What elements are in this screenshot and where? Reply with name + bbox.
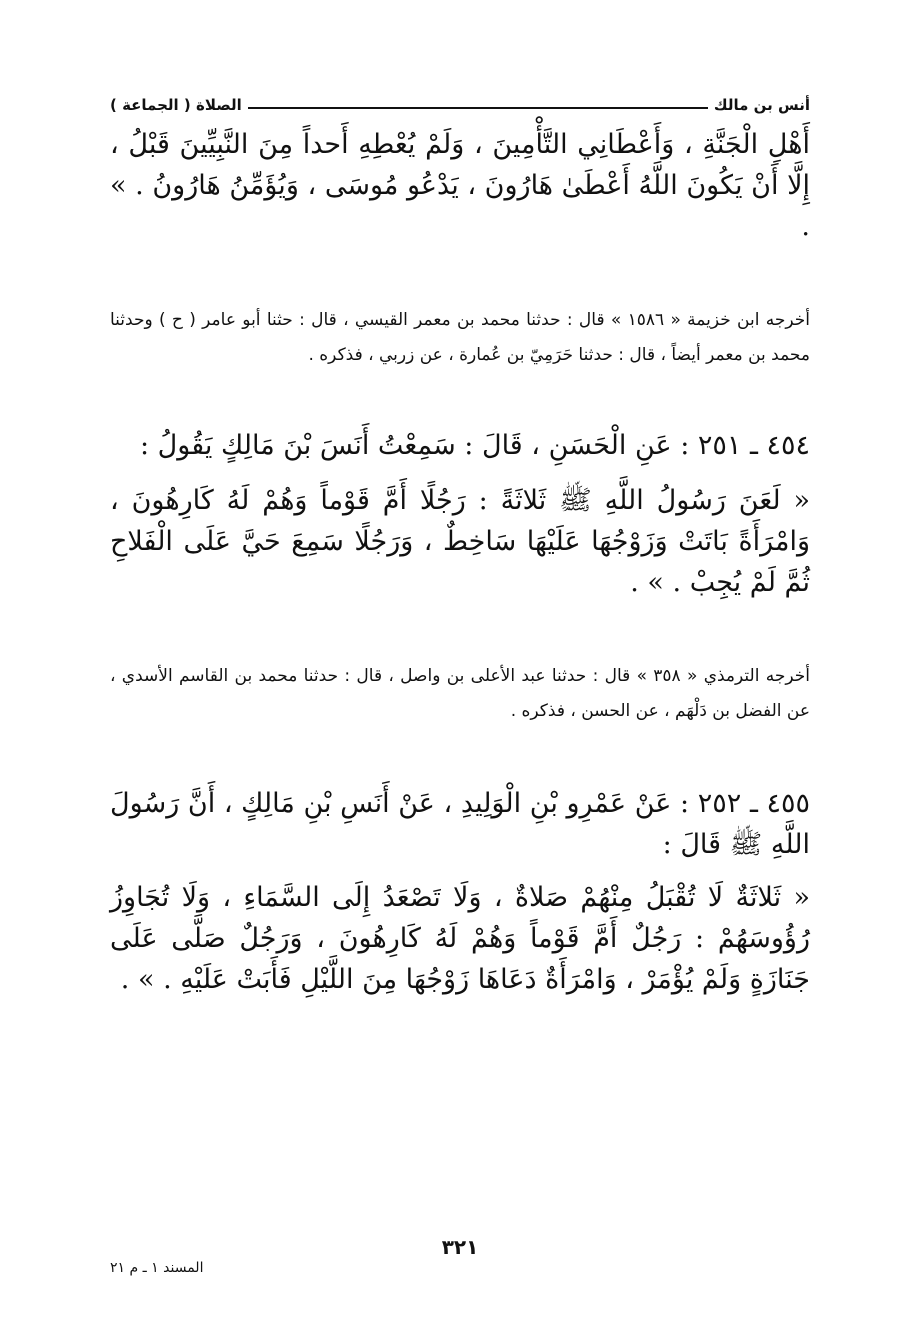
signature-mark: المسند ١ ـ م ٢١ — [110, 1260, 204, 1276]
running-head-rule — [248, 107, 708, 109]
takhrij-note: أخرجه الترمذي « ٣٥٨ » قال : حدثنا عبد الأعلى بن واصل ، قال : حدثنا محمد بن القاسم الأسدي ، عن الفضل بن دَلْهَم ، عن الحسن ، فذكره . — [110, 666, 810, 721]
running-head-section: الصلاة ( الجماعة ) — [110, 96, 242, 114]
takhrij-note: أخرجه ابن خزيمة « ١٥٨٦ » قال : حدثنا محمد بن معمر القيسي ، قال : حثنا أبو عامر ( ح ) وحدثنا محمد بن معمر أيضاً ، قال : حدثنا حَرَمِيّ بن عُمارة ، عن زربي ، فذكره . — [110, 310, 810, 365]
hadith-text-continuation: أَهْلِ الْجَنَّةِ ، وَأَعْطَانِي التَّأْمِينَ ، وَلَمْ يُعْطِهِ أَحداً مِنَ النَّبِيِّينَ قَبْلُ ، إِلَّا أَنْ يَكُونَ اللَّهُ أَعْطَىٰ هَارُونَ ، يَدْعُو مُوسَى ، وَيُؤَمِّنُ هَارُونُ . » . — [110, 129, 810, 242]
hadith-text-455: « ثَلاثَةٌ لَا تُقْبَلُ مِنْهُمْ صَلاةٌ ، وَلَا تَصْعَدُ إِلَى السَّمَاءِ ، وَلَا تُجَاوِزُ رُؤُوسَهُمْ : رَجُلٌ أَمَّ قَوْماً وَهُمْ لَهُ كَارِهُونَ ، وَرَجُلٌ صَلَّى عَلَى جَنَازَةٍ وَلَمْ يُؤْمَرْ ، وَامْرَأَةٌ دَعَاهَا زَوْجُهَا مِنَ اللَّيْلِ فَأَبَتْ عَلَيْهِ . » . — [110, 882, 810, 995]
hadith-chain-454: ٤٥٤ ـ ٢٥١ : عَنِ الْحَسَنِ ، قَالَ : سَمِعْتُ أَنَسَ بْنَ مَالِكٍ يَقُولُ : — [140, 430, 810, 461]
running-head-title: أنس بن مالك — [713, 96, 810, 114]
hadith-chain-455: ٤٥٥ ـ ٢٥٢ : عَنْ عَمْرِو بْنِ الْوَلِيدِ ، عَنْ أَنَسِ بْنِ مَالِكٍ ، أَنَّ رَسُولَ اللَّهِ ﷺ قَالَ : — [110, 788, 811, 860]
hadith-text-454: « لَعَنَ رَسُولُ اللَّهِ ﷺ ثَلاثَةً : رَجُلًا أَمَّ قَوْماً وَهُمْ لَهُ كَارِهُونَ ، وَامْرَأَةً بَاتَتْ وَزَوْجُهَا عَلَيْهَا سَاخِطٌ ، وَرَجُلًا سَمِعَ حَيَّ عَلَى الْفَلاحِ ثُمَّ لَمْ يُجِبْ . » . — [110, 485, 810, 598]
page-number: ٣٢١ — [441, 1235, 479, 1259]
running-head — [110, 88, 810, 114]
book-page — [110, 88, 810, 1313]
